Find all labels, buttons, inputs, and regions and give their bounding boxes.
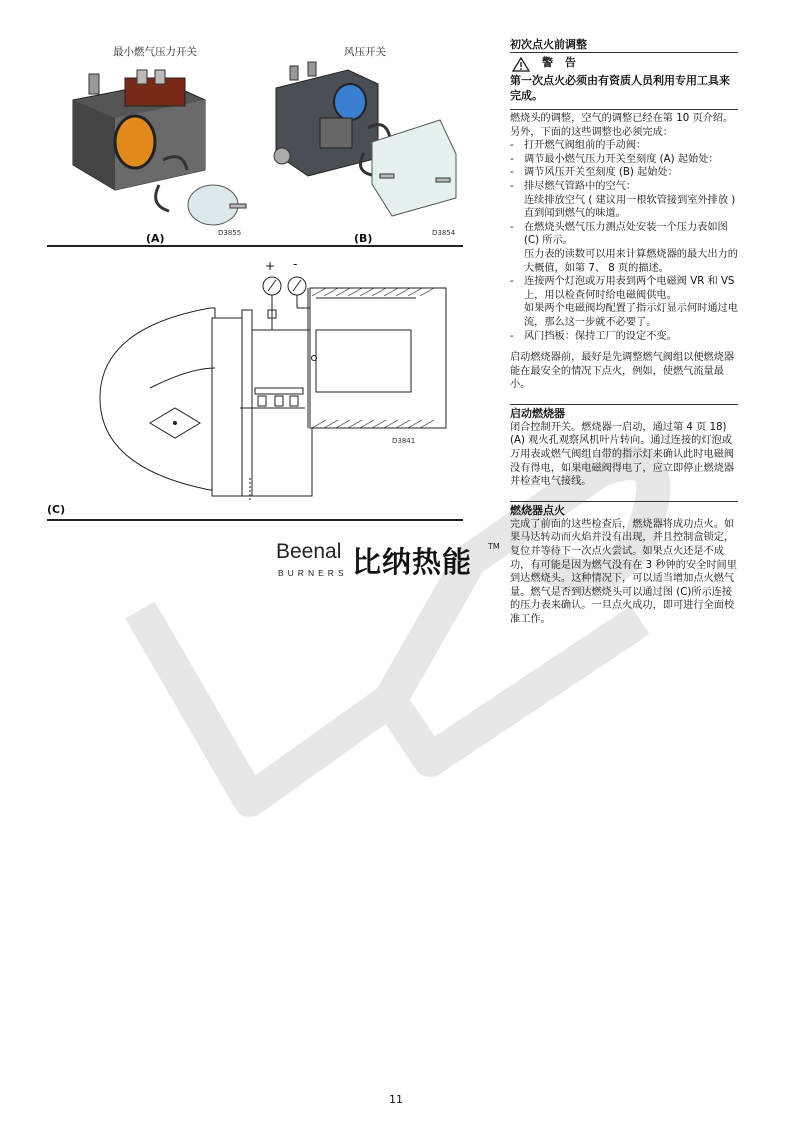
- section-heading-start: 启动燃烧器: [510, 406, 565, 420]
- list-item: - 调节最小燃气压力开关至刻度 (A) 起始处：: [510, 153, 719, 165]
- list-item: - 打开燃气阀组前的手动阀：: [510, 140, 647, 152]
- paragraph-also: 另外，下面的这些调整也必须完成：: [510, 126, 673, 138]
- figure-b-code: D3854: [432, 229, 456, 237]
- section-heading: 初次点火前调整: [510, 38, 587, 51]
- air-pressure-switch-illustration: [268, 58, 468, 238]
- list-item: 如果两个电磁阀均配置了指示灯显示何时通过电流，那么这一步就不必要了。: [524, 303, 738, 328]
- gauge-plus-label: +: [265, 259, 276, 273]
- paragraph-start: 闭合控制开关。燃烧器一启动，通过第 4 页 18)(A) 观火孔观察风机叶片转向。通过连接的灯泡或万用表或燃气阀组自带的指示灯来确认此时电磁阀没有得电，如果电磁阀得电了，应立即停止燃烧器并检查电气接线。: [510, 421, 735, 488]
- list-item: 压力表的读数可以用来计算燃烧器的最大出力的大概值，如第 7、 8 页的描述。: [524, 248, 738, 274]
- list-item: 连续排放空气 ( 建议用一根软管接到室外排放 ) 直到闻到燃气的味道。: [524, 194, 736, 220]
- warning-icon: [512, 57, 530, 72]
- section-heading-ignition: 燃烧器点火: [510, 503, 565, 517]
- logo-chinese-text: 比纳热能: [352, 545, 473, 579]
- paragraph-ignition: 完成了前面的这些检查后，燃烧器将成功点火。如果马达转动而火焰并没有出现，并且控制盒锁定，复位并等待下一次点火尝试。如果点火还是不成功，有可能是因为燃气没有在 3 秒钟的安全时间里到达燃烧头。这种情况下，可以适当增加点火燃气量。燃气是否到达燃烧头可以通过图 (C)所示连接的压力表来确认。一旦点火成功，即可进行全面校准工作。: [510, 518, 737, 625]
- adjustment-list: [510, 139, 738, 343]
- gas-pressure-switch-illustration: [55, 60, 255, 240]
- gauge-minus-label: -: [293, 257, 298, 271]
- figure-a-letter: (A): [146, 232, 165, 245]
- figure-b-title: 风压开关: [344, 46, 386, 58]
- paragraph-closing: 启动燃烧器前，最好是先调整燃气阀组以便燃烧器能在最安全的情况下点火，例如，使燃气流量最小。: [510, 352, 735, 391]
- figure-divider-bottom: [47, 519, 463, 521]
- figure-a-code: D3855: [218, 229, 242, 237]
- section-initial-adjustment: [510, 38, 738, 627]
- logo-latin-text: Beenal: [276, 540, 342, 563]
- figure-c-letter: (C): [47, 503, 66, 516]
- list-item: - 排尽燃气管路中的空气：: [510, 180, 637, 192]
- burner-pressure-gauge-diagram: [90, 268, 470, 504]
- section-rule: [510, 52, 738, 53]
- logo-trademark: TM: [488, 542, 500, 551]
- figure-b-letter: (B): [354, 232, 373, 245]
- figure-c-code: D3841: [392, 437, 416, 445]
- paragraph-intro: 燃烧头的调整，空气的调整已经在第 10 页介绍。: [510, 113, 734, 124]
- list-item: - 在燃烧头燃气压力测点处安装一个压力表如图 (C) 所示。: [510, 221, 728, 247]
- figure-a-title: 最小燃气压力开关: [113, 46, 197, 58]
- list-item: - 调节风压开关至刻度 (B) 起始处：: [510, 167, 678, 179]
- section-rule: [510, 404, 738, 405]
- page-number: 11: [389, 1093, 403, 1106]
- list-item: - 风门挡板：保持工厂的设定不变。: [510, 330, 677, 342]
- logo-subtitle: BURNERS: [278, 568, 348, 578]
- warning-text: 第一次点火必须由有资质人员利用专用工具来完成。: [510, 74, 730, 102]
- figure-divider-top: [47, 245, 463, 247]
- section-rule: [510, 501, 738, 502]
- warning-rule: [510, 109, 738, 110]
- warning-title: 警 告: [542, 56, 580, 69]
- list-item: - 连接两个灯泡或万用表到两个电磁阀 VR 和 VS 上，用以检查何时给电磁阀供电。: [510, 276, 735, 301]
